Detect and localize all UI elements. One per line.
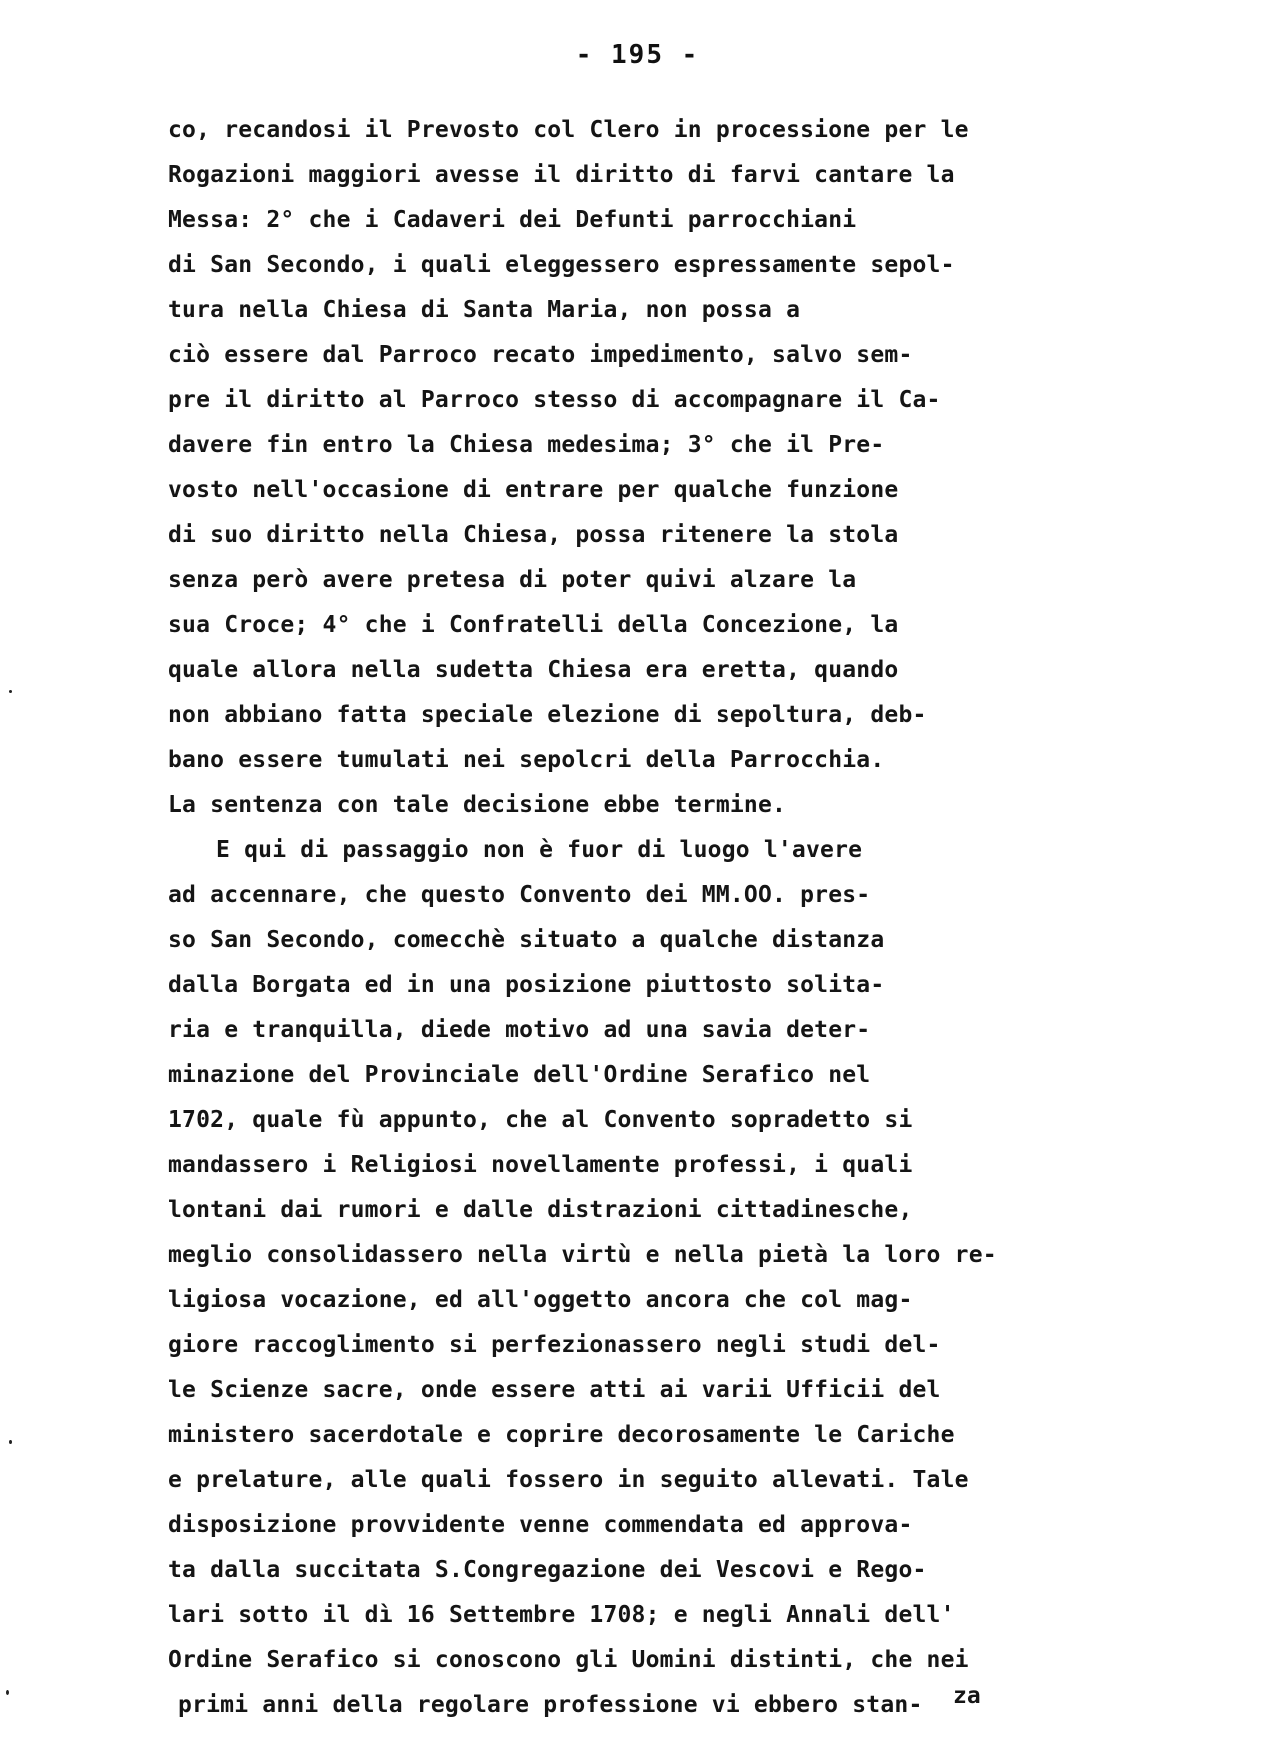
text-line: lontani dai rumori e dalle distrazioni cittadinesche, <box>168 1197 913 1223</box>
page-number: - 195 - <box>575 40 700 70</box>
text-line: mandassero i Religiosi novellamente professi, i quali <box>168 1152 913 1178</box>
text-line: senza però avere pretesa di poter quivi alzare la <box>168 567 857 593</box>
text-line: ta dalla succitata S.Congregazione dei Vescovi e Rego- <box>168 1557 927 1583</box>
scan-speck <box>6 1690 9 1695</box>
text-line: tura nella Chiesa di Santa Maria, non possa a <box>168 297 801 323</box>
text-line: disposizione provvidente venne commendata ed approva- <box>168 1512 913 1538</box>
text-line: le Scienze sacre, onde essere atti ai varii Ufficii del <box>168 1377 941 1403</box>
text-line: davere fin entro la Chiesa medesima; 3° che il Pre- <box>168 432 885 458</box>
text-line: La sentenza con tale decisione ebbe termine. <box>168 792 787 818</box>
text-line: ciò essere dal Parroco recato impedimento, salvo sem- <box>168 342 913 368</box>
text-line: pre il diritto al Parroco stesso di accompagnare il Ca- <box>168 387 941 413</box>
text-line: ligiosa vocazione, ed all'oggetto ancora che col mag- <box>168 1287 913 1313</box>
paragraph-start-line: E qui di passaggio non è fuor di luogo l'avere <box>216 837 863 863</box>
text-line: quale allora nella sudetta Chiesa era eretta, quando <box>168 657 899 683</box>
text-line: lari sotto il dì 16 Settembre 1708; e negli Annali dell' <box>168 1602 955 1628</box>
catchword: za <box>953 1683 981 1709</box>
text-line: so San Secondo, comecchè situato a qualche distanza <box>168 927 885 953</box>
scan-speck <box>9 690 12 693</box>
text-line: co, recandosi il Prevosto col Clero in processione per le <box>168 117 969 143</box>
text-line: dalla Borgata ed in una posizione piuttosto solita- <box>168 972 885 998</box>
text-line: ministero sacerdotale e coprire decorosamente le Cariche <box>168 1422 955 1448</box>
text-line: sua Croce; 4° che i Confratelli della Concezione, la <box>168 612 899 638</box>
text-line: ria e tranquilla, diede motivo ad una savia deter- <box>168 1017 871 1043</box>
text-line: di suo diritto nella Chiesa, possa ritenere la stola <box>168 522 899 548</box>
text-line: e prelature, alle quali fossero in seguito allevati. Tale <box>168 1467 969 1493</box>
text-line: non abbiano fatta speciale elezione di sepoltura, deb- <box>168 702 927 728</box>
text-line: Rogazioni maggiori avesse il diritto di farvi cantare la <box>168 162 955 188</box>
text-line: vosto nell'occasione di entrare per qualche funzione <box>168 477 899 503</box>
text-line: giore raccoglimento si perfezionassero negli studi del- <box>168 1332 941 1358</box>
text-line: ad accennare, che questo Convento dei MM.OO. pres- <box>168 882 871 908</box>
text-body <box>168 108 1088 1728</box>
text-line: 1702, quale fù appunto, che al Convento sopradetto si <box>168 1107 913 1133</box>
text-line: di San Secondo, i quali eleggessero espressamente sepol- <box>168 252 955 278</box>
text-line: Messa: 2° che i Cadaveri dei Defunti parrocchiani <box>168 207 857 233</box>
text-line: meglio consolidassero nella virtù e nella pietà la loro re- <box>168 1242 997 1268</box>
text-line: primi anni della regolare professione vi ebbero stan- <box>178 1692 923 1718</box>
text-line: minazione del Provinciale dell'Ordine Serafico nel <box>168 1062 871 1088</box>
text-line: Ordine Serafico si conoscono gli Uomini distinti, che nei <box>168 1647 969 1673</box>
text-line: bano essere tumulati nei sepolcri della Parrocchia. <box>168 747 885 773</box>
scan-speck <box>9 1440 12 1444</box>
